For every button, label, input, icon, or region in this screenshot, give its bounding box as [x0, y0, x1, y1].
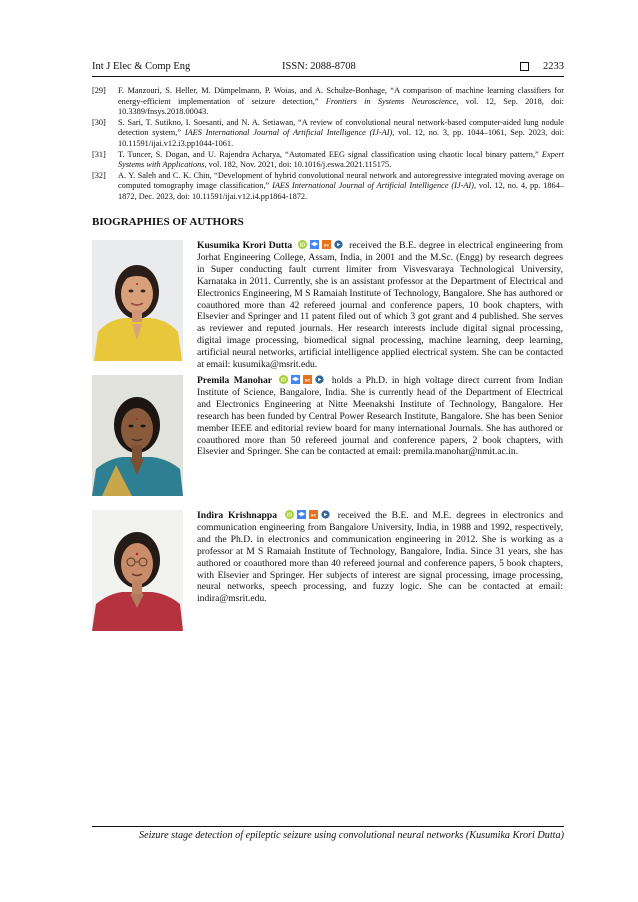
author-photo-indira: [92, 510, 183, 631]
reference-text: S. Sari, T. Sutikno, I. Soesanti, and N. A. Setiawan, “A review of convolutional neural network-based computer-aided lung nodule detection system,”: [118, 117, 564, 138]
reference-number: [29]: [92, 86, 106, 95]
orcid-icon[interactable]: [298, 240, 307, 249]
reference-venue: Frontiers in Systems Neuroscience: [325, 96, 457, 106]
section-title: BIOGRAPHIES OF AUTHORS: [92, 216, 244, 228]
footer-rule: [92, 826, 564, 827]
references-list: [92, 86, 564, 203]
reference-number: [30]: [92, 117, 106, 127]
author-bio-kusumika: [197, 240, 563, 371]
svg-text:sc: sc: [310, 513, 317, 519]
portrait-image: [92, 375, 183, 496]
reference-text: T. Tuncer, S. Dogan, and U. Rajendra Acharya, “Automated EEG signal classification using chaotic local binary pattern,”: [118, 149, 542, 159]
profile-icons: [285, 510, 330, 519]
orcid-icon[interactable]: [285, 510, 294, 519]
publons-icon[interactable]: [334, 240, 343, 249]
author-bio-text: holds a Ph.D. in high voltage direct current from Indian Institute of Science, Bangalore, India. She is currently head of the Department of Electrical and Electronics Engineering at Nitte Meenakshi Institute of Technology, Bangalore. Her research has been funded by Central Power Research Institute, Bangalore. She has been Senior member IEEE and editorial review board for many international Journals. She has authored or coauthored more than 50 refereed journal and conference papers, 2 book chapters, with Elsevier and Springer. She can be contacted at email: premila.manohar@nmit.ac.in.: [197, 375, 563, 458]
square-box-icon: [520, 62, 529, 71]
reference-text: F. Manzouri, S. Heller, M. Dümpelmann, P. Woias, and A. Schulze-Bonhage, “A comparison of machine learning classifiers for energy-efficient implementation of seizure detection,”: [118, 86, 564, 106]
profile-icons: [298, 240, 343, 249]
author-name: Premila Manohar: [197, 375, 273, 386]
reference-item: [92, 118, 564, 150]
author-name: Indira Krishnappa: [197, 510, 278, 521]
reference-text: A. Y. Saleh and C. K. Chin, “Development of hybrid convolutional neural network and autoregressive integrated moving average on computed tomography image classification,”: [118, 170, 564, 191]
author-bio-text: received the B.E. and M.E. degrees in electronics and communication engineering from Bangalore University, India, in 1988 and 1992, respectively, and the Ph.D. in electronics and communication engineering in 2012. She is working as a professor at M S Ramaiah Institute of Technology, Bangalore, India. Since 31 years, she has authored or coauthored more than 40 refereed journal and conference papers, 5 book chapters, with Elsevier and Springer. Her subjects of interest are signal processing, image processing, neural networks, speech processing, and fuzzy logic. She can be contacted at email: indira@msrit.edu.: [197, 510, 563, 605]
svg-text:sc: sc: [305, 378, 311, 384]
author-name: Kusumika Krori Dutta: [197, 240, 293, 251]
journal-name: Int J Elec & Comp Eng: [92, 61, 191, 72]
reference-item: [92, 150, 564, 171]
page-number-group: [520, 61, 564, 72]
author-photo-kusumika: [92, 240, 183, 361]
reference-number: [32]: [92, 170, 106, 180]
reference-number: [31]: [92, 149, 106, 159]
running-header: [92, 61, 564, 75]
reference-item: [92, 86, 564, 118]
reference-item: [92, 171, 564, 203]
orcid-icon[interactable]: [279, 375, 288, 384]
author-bio-indira: [197, 510, 563, 605]
scholar-icon[interactable]: [310, 240, 319, 249]
svg-text:iD: iD: [286, 512, 293, 519]
scopus-icon[interactable]: [309, 510, 318, 519]
running-footer: Seizure stage detection of epileptic seizure using convolutional neural networks (Kusumika Krori Dutta): [139, 830, 564, 841]
profile-icons: [279, 375, 324, 384]
scholar-icon[interactable]: [297, 510, 306, 519]
issn: ISSN: 2088-8708: [282, 61, 356, 72]
portrait-image: [92, 510, 183, 631]
reference-venue: IAES International Journal of Artificial Intelligence (IJ-AI): [272, 181, 474, 191]
reference-details: , vol. 182, Nov. 2021, doi: 10.1016/j.eswa.2021.115175.: [204, 160, 392, 170]
svg-text:iD: iD: [281, 377, 287, 384]
svg-text:sc: sc: [323, 243, 330, 249]
reference-details: , vol. 12, no. 4, pp. 1864–1872, Dec. 2023, doi: 10.11591/ijai.v12.i4.pp1864-1872.: [118, 181, 564, 201]
scopus-icon[interactable]: [303, 375, 312, 384]
publons-icon[interactable]: [321, 510, 330, 519]
author-photo-premila: [92, 375, 183, 496]
reference-venue: Expert Systems with Applications: [118, 149, 564, 170]
header-rule: [92, 76, 564, 77]
author-bio-text: received the B.E. degree in electrical engineering from Jorhat Engineering College, Assam, India, in 2001 and the M.Sc. (Engg) by research degrees in Super conducting fault current limiter from Visvesvaraya Technological University, Karnataka in 2011. Currently, she is an assistant professor at the Department of Electrical and Electronics Engineering, M S Ramaiah Institute of Technology, Bangalore. She has authored or coauthored more than 42 refereed journal and conference papers, 10 book chapters, with Elsevier and Springer and 11 patent filed out of which 3 got grant and 4 published. She serves as reviewer and reputed journals. Her research interests include digital signal processing, digital image processing, biomedical signal processing, machine learning, deep learning, artificial neural networks, artificial intelligence applied electrical system. She can be contacted at email: kusumika@msrit.edu.: [197, 240, 563, 371]
reference-details: , vol. 12, Sep. 2018, doi: 10.3389/fnsys.2018.00043.: [118, 96, 564, 117]
reference-venue: IAES International Journal of Artificial Intelligence (IJ-AI): [184, 128, 393, 138]
portrait-image: [92, 240, 183, 361]
scholar-icon[interactable]: [291, 375, 300, 384]
page-number: 2233: [543, 61, 564, 72]
publons-icon[interactable]: [315, 375, 324, 384]
reference-details: , vol. 12, no. 3, pp. 1044–1061, Sep. 2023, doi: 10.11591/ijai.v12.i3.pp1044-1061.: [118, 128, 564, 148]
scopus-icon[interactable]: [322, 240, 331, 249]
author-bio-premila: [197, 375, 563, 458]
svg-text:iD: iD: [299, 242, 306, 249]
